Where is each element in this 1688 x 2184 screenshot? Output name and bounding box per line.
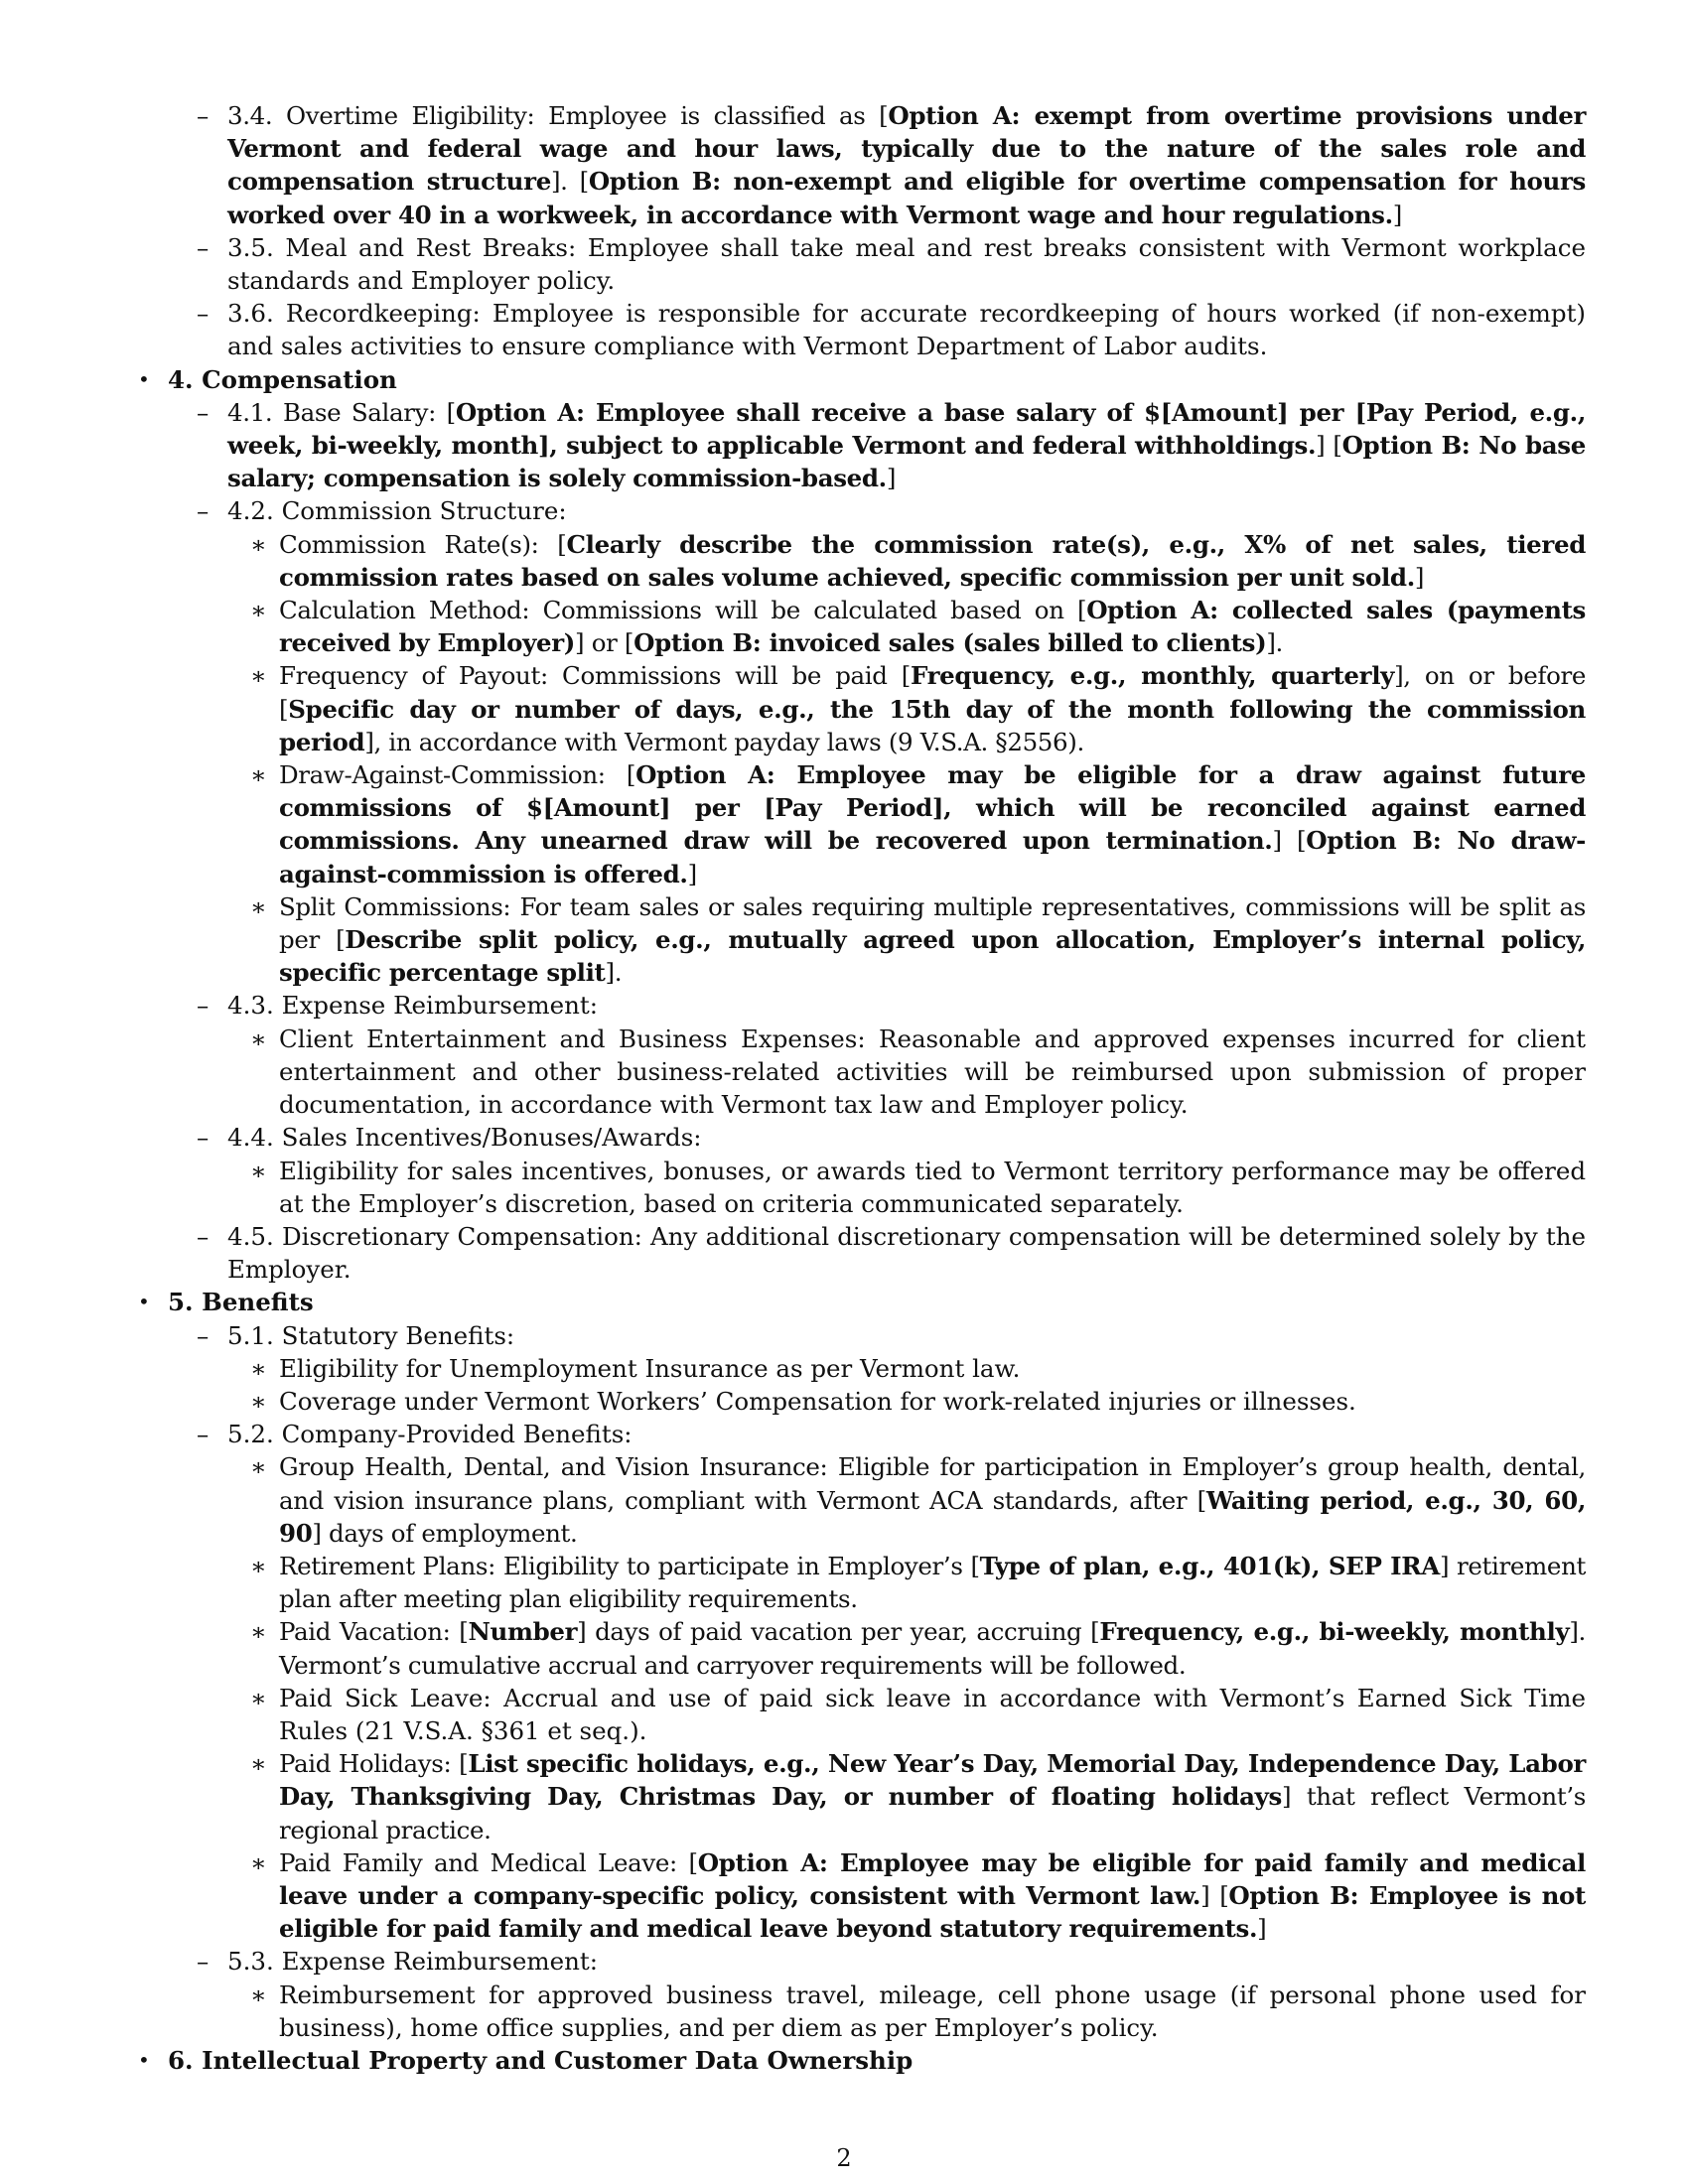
star-marker: ∗ xyxy=(250,1617,267,1647)
sub-item-incentive-eligibility: ∗ Eligibility for sales incentives, bonuses, or awards tied to Vermont territory performance may be offered at the Employer’s discretion, based on criteria communicated separately. xyxy=(250,1156,1586,1218)
sub-item-client-entertainment: ∗ Client Entertainment and Business Expenses: Reasonable and approved expenses incurred for client entertainment and other business-related activities will be reimbursed upon submission of proper documentation, in accordance with Vermont tax law and Employer policy. xyxy=(250,1024,1586,1120)
item-5-2-company-benefits: – 5.2. Company-Provided Benefits: xyxy=(130,1418,1586,1450)
sub-item-paid-sick-leave: ∗ Paid Sick Leave: Accrual and use of paid sick leave in accordance with Vermont’s Earned Sick Time Rules (21 V.S.A. §361 et seq.). xyxy=(250,1683,1586,1745)
sub-item-retirement-plans: ∗ Retirement Plans: Eligibility to participate in Employer’s [Type of plan, e.g., 401(k), SEP IRA] retirement plan after meeting plan eligibility requirements. xyxy=(250,1551,1587,1614)
item-3-5-meal-rest-breaks: – 3.5. Meal and Rest Breaks: Employee shall take meal and rest breaks consistent with Vermont workplace standards and Employer policy. xyxy=(197,232,1586,296)
item-3-6-recordkeeping: – 3.6. Recordkeeping: Employee is responsible for accurate recordkeeping of hours worked (if non-exempt) and sales activities to ensure compliance with Vermont Department of Labor audits. xyxy=(197,299,1586,361)
dash-marker: – xyxy=(197,991,210,1021)
sub-item-calculation-method: ∗ Calculation Method: Commissions will be calculated based on [Option A: collected sales (payments received by Employer)] or [Option B: invoiced sales (sales billed to clients)]. xyxy=(250,596,1586,658)
bullet-marker: • xyxy=(138,2047,150,2072)
star-marker: ∗ xyxy=(250,1386,267,1416)
sub-item-split-commissions: ∗ Split Commissions: For team sales or sales requiring multiple representatives, commissions will be split as per [Describe split policy, e.g., mutually agreed upon allocation, Employer’s internal policy, specific percentage split]. xyxy=(250,891,1586,988)
star-marker: ∗ xyxy=(250,1683,267,1712)
dash-marker: – xyxy=(197,1420,210,1449)
sub-item-travel-reimbursement: ∗ Reimbursement for approved business travel, mileage, cell phone usage (if personal phone used for business), home office supplies, and per diem as per Employer’s policy. xyxy=(250,1979,1586,2042)
item-5-1-statutory-benefits: – 5.1. Statutory Benefits: xyxy=(130,1319,1586,1352)
page-number: 2 xyxy=(836,2144,852,2172)
sub-item-paid-family-medical-leave: ∗ Paid Family and Medical Leave: [Option A: Employee may be eligible for paid family and medical leave under a company-specific policy, consistent with Vermont law.] [Option B: Employee is not eligible for paid family and medical leave beyond statutory requirements.] xyxy=(250,1847,1586,1944)
dash-marker: – xyxy=(197,496,210,526)
sub-item-workers-compensation: ∗ Coverage under Vermont Workers’ Compensation for work-related injuries or illnesses. xyxy=(130,1385,1586,1418)
dash-marker: – xyxy=(197,1947,210,1977)
item-5-3-expense-reimbursement: – 5.3. Expense Reimbursement: xyxy=(130,1945,1586,1978)
sub-item-draw-against-commission: ∗ Draw-Against-Commission: [Option A: Employee may be eligible for a draw against future commissions of $[Amount] per [Pay Period], which will be reconciled against earned commissions. Any unearned draw will be recovered upon termination.] [Option B: No draw-against-commission is offered.] xyxy=(250,760,1586,888)
dash-marker: – xyxy=(197,232,210,262)
star-marker: ∗ xyxy=(250,891,267,921)
star-marker: ∗ xyxy=(250,1847,267,1877)
sub-item-frequency-of-payout: ∗ Frequency of Payout: Commissions will be paid [Frequency, e.g., monthly, quarterly], on or before [Specific day or number of days, e.g., the 15th day of the month following the commission period], in accordance with Vermont payday laws (9 V.S.A. §2556). xyxy=(250,661,1586,756)
star-marker: ∗ xyxy=(250,529,267,559)
item-4-1-base-salary: – 4.1. Base Salary: [Option A: Employee shall receive a base salary of $[Amount] per [Pay Period, e.g., week, bi-weekly, month], subject to applicable Vermont and federal withholdings.] [Option B: No base salary; compensation is solely commission-based.] xyxy=(197,397,1586,493)
dash-marker: – xyxy=(197,101,209,130)
dash-marker: – xyxy=(197,397,209,427)
section-6-intellectual-property xyxy=(130,2044,1586,2077)
section-title: 6. Intellectual Property and Customer Data Ownership xyxy=(168,2045,914,2075)
item-4-5-discretionary-compensation: – 4.5. Discretionary Compensation: Any additional discretionary compensation will be determined solely by the Employer. xyxy=(197,1221,1586,1285)
bullet-marker: • xyxy=(138,1290,150,1314)
star-marker: ∗ xyxy=(250,596,267,625)
dash-marker: – xyxy=(197,1123,210,1153)
star-marker: ∗ xyxy=(250,1353,267,1383)
page-content xyxy=(130,99,1586,2077)
section-4-compensation xyxy=(130,363,1586,396)
section-title: 4. Compensation xyxy=(168,364,397,394)
item-3-4-overtime-eligibility: – 3.4. Overtime Eligibility: Employee is classified as [Option A: exempt from overtime provisions under Vermont and federal wage and hour laws, typically due to the nature of the sales role and compensation structure]. [Option B: non-exempt and eligible for overtime compensation for hours worked over 40 in a workweek, in accordance with Vermont wage and hour regulations.] xyxy=(197,101,1587,229)
item-4-3-expense-reimbursement: – 4.3. Expense Reimbursement: xyxy=(130,989,1586,1022)
item-4-4-sales-incentives: – 4.4. Sales Incentives/Bonuses/Awards: xyxy=(130,1121,1586,1154)
star-marker: ∗ xyxy=(250,661,267,691)
sub-item-paid-vacation: ∗ Paid Vacation: [Number] days of paid vacation per year, accruing [Frequency, e.g., bi-weekly, monthly]. Vermont’s cumulative accrual and carryover requirements will be followed. xyxy=(250,1617,1586,1680)
sub-item-commission-rate: ∗ Commission Rate(s): [Clearly describe the commission rate(s), e.g., X% of net sales, tiered commission rates based on sales volume achieved, specific commission per unit sold.] xyxy=(250,529,1586,592)
sub-item-paid-holidays: ∗ Paid Holidays: [List specific holidays, e.g., New Year’s Day, Memorial Day, Independence Day, Labor Day, Thanksgiving Day, Christmas Day, or number of floating holidays] that reflect Vermont’s regional practice. xyxy=(250,1749,1587,1844)
star-marker: ∗ xyxy=(250,1452,267,1482)
star-marker: ∗ xyxy=(250,1979,267,2009)
section-5-benefits xyxy=(130,1286,1586,1318)
star-marker: ∗ xyxy=(250,1156,267,1185)
sub-item-health-insurance: ∗ Group Health, Dental, and Vision Insurance: Eligible for participation in Employer’s group health, dental, and vision insurance plans, compliant with Vermont ACA standards, after [Waiting period, e.g., 30, 60, 90] days of employment. xyxy=(250,1452,1586,1548)
dash-marker: – xyxy=(197,299,210,329)
bullet-marker: • xyxy=(138,366,150,391)
dash-marker: – xyxy=(197,1221,210,1251)
star-marker: ∗ xyxy=(250,1749,267,1779)
star-marker: ∗ xyxy=(250,1024,267,1053)
star-marker: ∗ xyxy=(250,760,267,790)
section-title: 5. Benefits xyxy=(168,1288,314,1317)
sub-item-unemployment-insurance: ∗ Eligibility for Unemployment Insurance as per Vermont law. xyxy=(130,1352,1586,1385)
star-marker: ∗ xyxy=(250,1551,267,1580)
dash-marker: – xyxy=(197,1320,210,1350)
item-4-2-commission-structure: – 4.2. Commission Structure: xyxy=(130,494,1586,527)
